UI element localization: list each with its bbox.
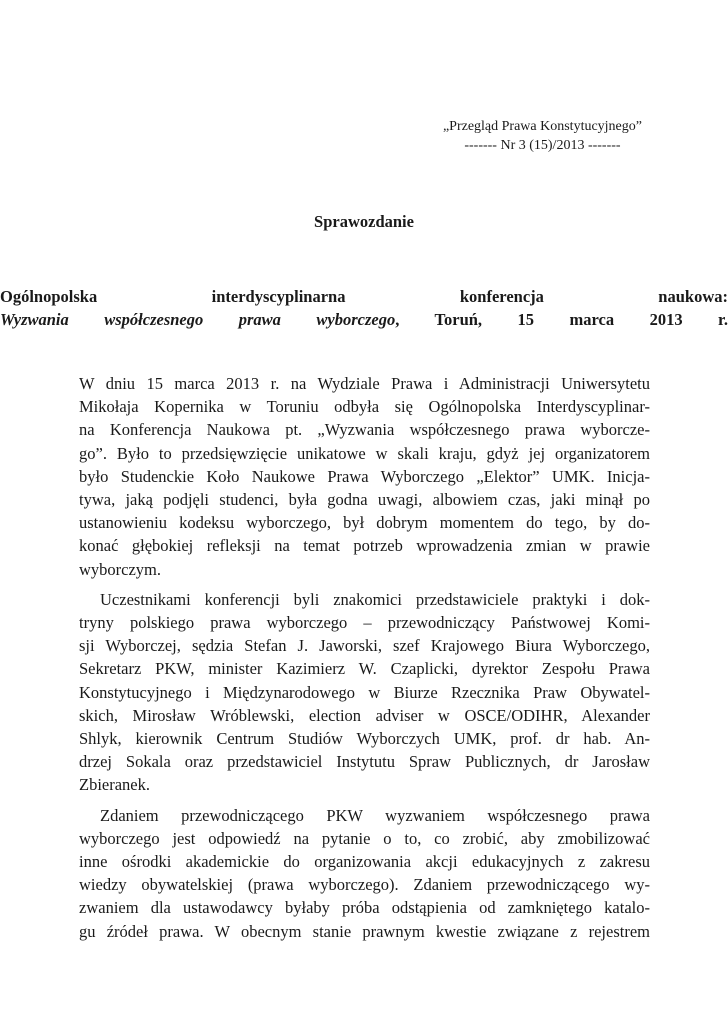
- text-line: zwaniem dla ustawodawcy byłaby próba odstąpienia od zamkniętego katalo-: [79, 898, 650, 918]
- text-line: konać głębokiej refleksji na temat potrzeb wprowadzenia zmian w prawie: [79, 536, 650, 556]
- text-line: skich, Mirosław Wróblewski, election adviser w OSCE/ODIHR, Alexander: [79, 705, 650, 725]
- journal-issue: ------- Nr 3 (15)/2013 -------: [464, 138, 621, 153]
- conference-heading-line-2: [0, 308, 728, 331]
- text-line: ustanowieniu kodeksu wyborczego, był dobrym momentem do tego, by do-: [79, 513, 650, 533]
- report-title: Sprawozdanie: [314, 212, 414, 231]
- text-line: Mikołaja Kopernika w Toruniu odbyła się Ogólnopolska Interdyscyplinar-: [79, 397, 650, 417]
- text-line: Shlyk, kierownik Centrum Studiów Wyborczych UMK, prof. dr hab. An-: [79, 729, 650, 749]
- text-line: sji Wyborczej, sędzia Stefan J. Jaworski, szef Krajowego Biura Wyborczego,: [79, 636, 650, 656]
- text-line: wyborczym.: [79, 559, 162, 579]
- text-line: inne ośrodki akademickie do organizowania akcji edukacyjnych z zakresu: [79, 852, 650, 872]
- conference-heading-line-1: Ogólnopolska interdyscyplinarna konferencja naukowa:: [0, 287, 728, 306]
- paragraph-1: [79, 372, 650, 581]
- text-line: gu źródeł prawa. W obecnym stanie prawnym kwestie związane z rejestrem: [79, 921, 650, 941]
- conference-title-italic: Wyzwania współczesnego prawa wyborczego: [0, 310, 396, 329]
- text-line: Uczestnikami konferencji byli znakomici przedstawiciele praktyki i dok-: [100, 589, 650, 609]
- conference-place-date: , Toruń, 15 marca 2013 r.: [395, 310, 728, 329]
- text-line: go”. Było to przedsięwzięcie unikatowe w skali kraju, gdyż jej organizatorem: [79, 443, 650, 463]
- paragraph-2: [79, 588, 650, 797]
- text-line: Konstytucyjnego i Międzynarodowego w Biurze Rzecznika Praw Obywatel-: [79, 682, 650, 702]
- report-body: [79, 372, 650, 950]
- text-line: Zbieranek.: [79, 775, 151, 795]
- text-line: wiedzy obywatelskiej (prawa wyborczego). Zdaniem przewodniczącego wy-: [79, 875, 650, 895]
- journal-title: „Przegląd Prawa Konstytucyjnego”: [442, 119, 642, 134]
- journal-header: [443, 117, 642, 155]
- text-line: drzej Sokala oraz przedstawiciel Instytutu Spraw Publicznych, dr Jarosław: [79, 752, 650, 772]
- paragraph-3: [79, 804, 650, 943]
- text-line: tryny polskiego prawa wyborczego – przewodniczący Państwowej Komi-: [79, 613, 650, 633]
- text-line: było Studenckie Koło Naukowe Prawa Wyborczego „Elektor” UMK. Inicja-: [79, 466, 650, 486]
- text-line: na Konferencja Naukowa pt. „Wyzwania współczesnego prawa wyborcze-: [79, 420, 650, 440]
- text-line: Sekretarz PKW, minister Kazimierz W. Czaplicki, dyrektor Zespołu Prawa: [79, 659, 650, 679]
- text-line: tywa, jaką podjęli studenci, była godna uwagi, albowiem czas, jaki minął po: [79, 490, 650, 510]
- text-line: wyborczego jest odpowiedź na pytanie o to, co zrobić, aby zmobilizować: [79, 828, 650, 848]
- conference-heading: [0, 285, 728, 331]
- text-line: W dniu 15 marca 2013 r. na Wydziale Prawa i Administracji Uniwersytetu: [79, 374, 650, 393]
- text-line: Zdaniem przewodniczącego PKW wyzwaniem współczesnego prawa: [100, 805, 650, 825]
